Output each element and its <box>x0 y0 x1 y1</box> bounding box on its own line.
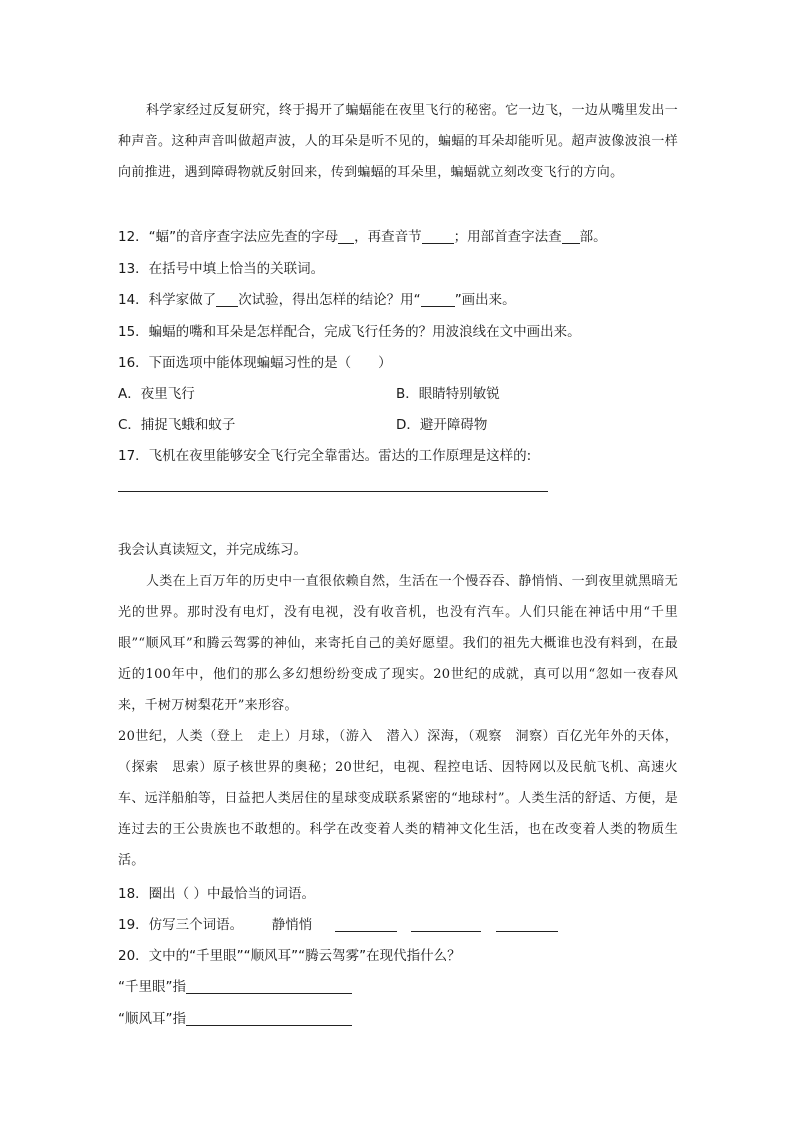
answer-blank[interactable] <box>496 917 558 932</box>
question-20: 20．文中的“千里眼”“顺风耳”“腾云驾雾”在现代指什么？ <box>118 948 461 964</box>
question-17: 17．飞机在夜里能够安全飞行完全靠雷达。雷达的工作原理是这样的: <box>118 448 532 464</box>
section-intro: 我会认真读短文，并完成练习。 <box>118 542 307 558</box>
answer-blank[interactable] <box>186 1011 352 1026</box>
option-b[interactable]: B．眼睛特别敏锐 <box>396 386 500 402</box>
question-18: 18．圈出（ ）中最恰当的词语。 <box>118 886 315 902</box>
answer-blank[interactable] <box>411 917 481 932</box>
answer-line[interactable] <box>118 491 548 492</box>
example-word: 静悄悄 <box>271 917 313 933</box>
answer-blank[interactable] <box>335 917 397 932</box>
answer-blank[interactable] <box>422 229 454 244</box>
answer-blank[interactable] <box>562 229 580 244</box>
answer-blank[interactable] <box>216 292 238 307</box>
question-14: 14．科学家做了 次试验，得出怎样的结论？用“ ”画出来。 <box>118 292 516 308</box>
question-20-item-2: “顺风耳”指 <box>118 1009 352 1029</box>
question-20-item-1: “千里眼”指 <box>118 977 352 997</box>
question-13: 13．在括号中填上恰当的关联词。 <box>118 261 325 277</box>
passage-science: 人类在上百万年的历史中一直很依赖自然，生活在一个慢吞吞、静悄悄、一到夜里就黑暗无光的世界。那时没有电灯，没有电视，没有收音机，也没有汽车。人们只能在神话中用“千里眼”“顺风耳”和腾云驾雾的神仙，来寄托自己的美好愿望。我们的祖先大概谁也没有料到，在最近的100年中，他们的那么多幻想纷纷变成了现实。20世纪的成就，真可以用“忽如一夜春风来，千树万树梨花开”来形容。 <box>118 574 679 713</box>
answer-blank[interactable] <box>338 229 354 244</box>
option-d[interactable]: D．避开障碍物 <box>396 417 488 433</box>
option-a[interactable]: A．夜里飞行 <box>118 386 195 402</box>
question-19: 19．仿写三个词语。 静悄悄 <box>118 915 558 935</box>
question-16: 16．下面选项中能体现蝙蝠习性的是（ ） <box>118 355 392 371</box>
answer-blank[interactable] <box>421 292 455 307</box>
question-12: 12．“蝠”的音序查字法应先查的字母 ，再查音节 ；用部首查字法查 部。 <box>118 229 607 245</box>
answer-blank[interactable] <box>186 979 352 994</box>
passage-20th-century: 20世纪，人类（登上 走上）月球，（游入 潜入）深海，（观察 洞察）百亿光年外的天体，（探索 思索）原子核世界的奥秘；20世纪，电视、程控电话、因特网以及民航飞机、高速火车、远洋船舶等，日益把人类居住的星球变成联系紧密的“地球村”。人类生活的舒适、方便，是连过去的王公贵族也不敢想的。科学在改变着人类的精神文化生活，也在改变着人类的物质生活。 <box>118 729 678 868</box>
option-c[interactable]: C．捕捉飞蛾和蚊子 <box>118 417 236 433</box>
question-15: 15．蝙蝠的嘴和耳朵是怎样配合，完成飞行任务的？用波浪线在文中画出来。 <box>118 324 581 340</box>
passage-bat: 科学家经过反复研究，终于揭开了蝙蝠能在夜里飞行的秘密。它一边飞，一边从嘴里发出一种声音。这种声音叫做超声波，人的耳朵是听不见的，蝙蝠的耳朵却能听见。超声波像波浪一样向前推进，遇到障碍物就反射回来，传到蝙蝠的耳朵里，蝙蝠就立刻改变飞行的方向。 <box>118 103 679 180</box>
